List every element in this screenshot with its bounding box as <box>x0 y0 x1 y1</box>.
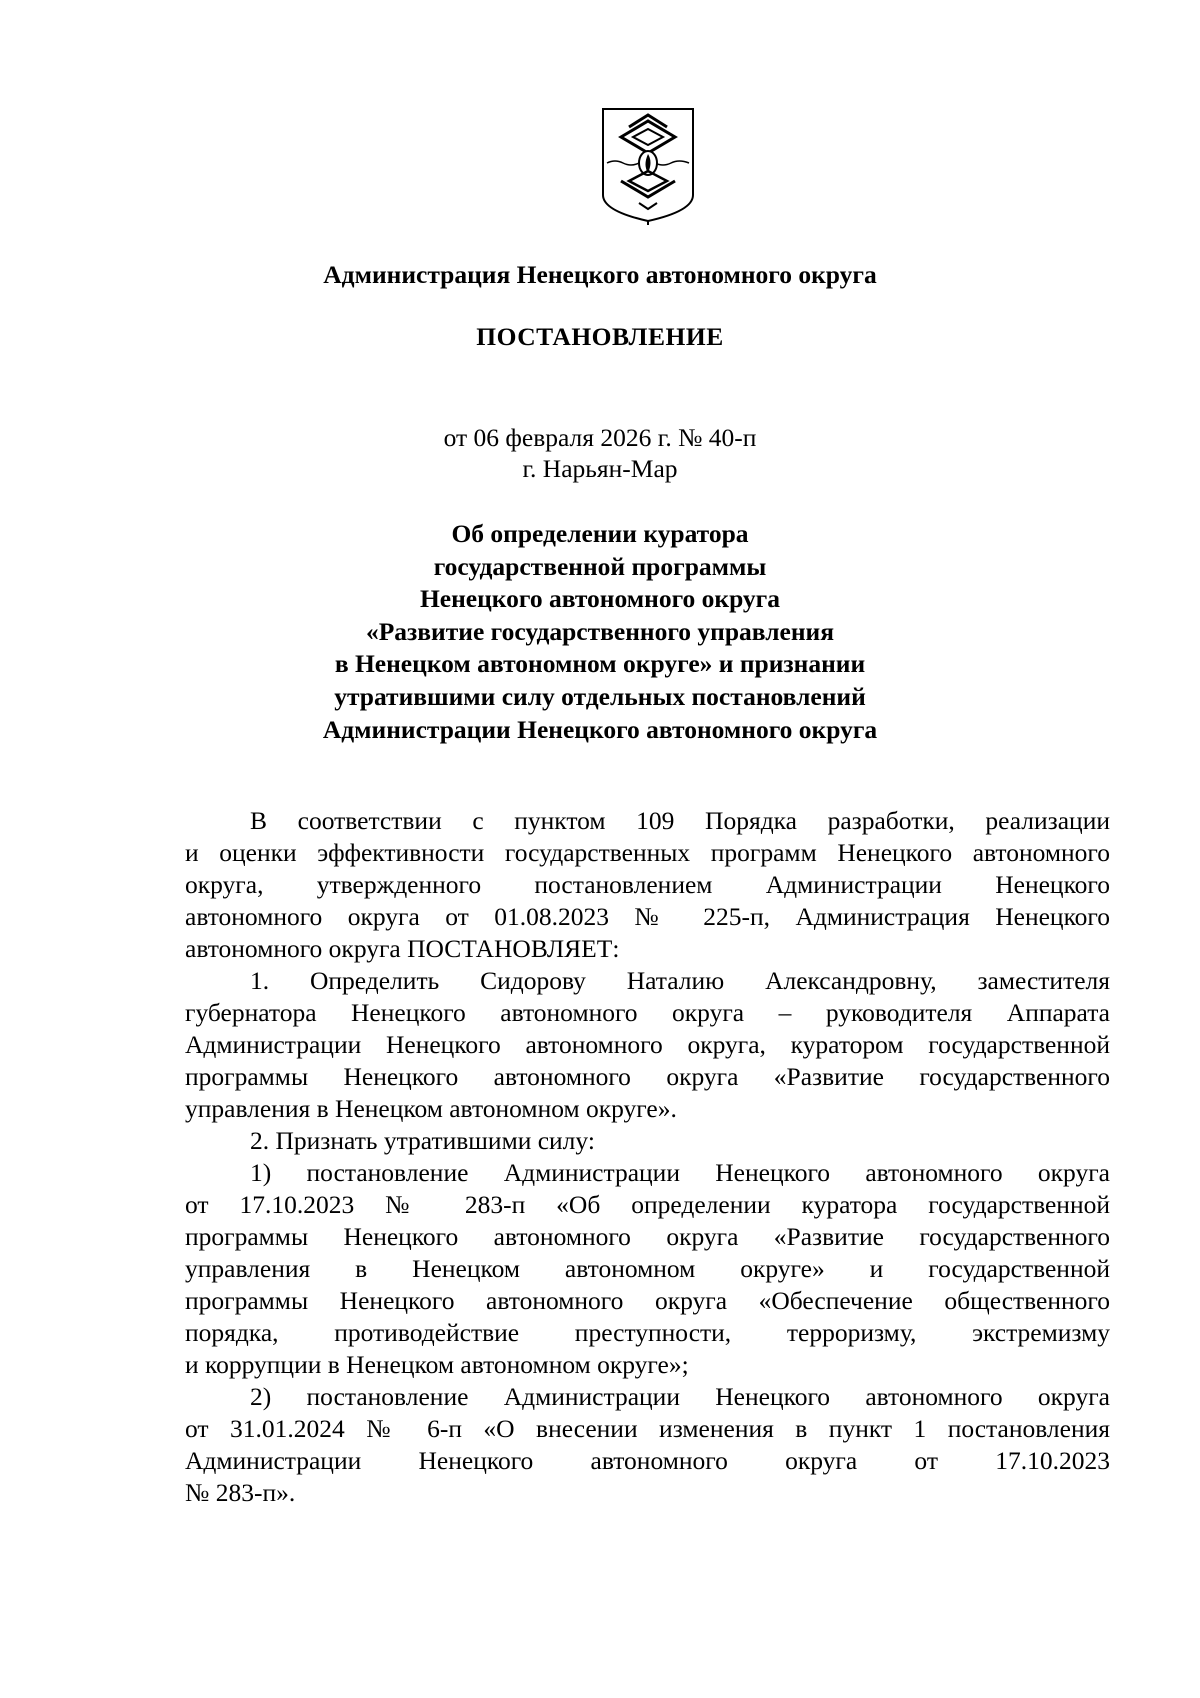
body-line: программы Ненецкого автономного округа «Развитие государственного <box>185 1222 1110 1251</box>
title-line: государственной программы <box>433 551 767 581</box>
title-line: утратившими силу отдельных постановлений <box>334 681 866 711</box>
preamble-paragraph <box>185 805 1110 965</box>
title-line: в Ненецком автономном округе» и признании <box>334 649 866 679</box>
date-place-block <box>0 422 1200 484</box>
body-line: и оценки эффективности государственных программ Ненецкого автономного <box>185 838 1110 867</box>
body-line: 2. Признать утратившими силу: <box>250 1126 595 1155</box>
body-line: порядка, противодействие преступности, терроризму, экстремизму <box>185 1318 1110 1347</box>
title-line: Администрации Ненецкого автономного округа <box>322 714 878 744</box>
body-line: автономного округа ПОСТАНОВЛЯЕТ: <box>185 934 620 963</box>
body-line: губернатора Ненецкого автономного округа – руководителя Аппарата <box>185 998 1110 1027</box>
title-line: «Развитие государственного управления <box>365 616 835 646</box>
body-line: 2) постановление Администрации Ненецкого автономного округа <box>250 1382 1110 1411</box>
body-line: Администрации Ненецкого автономного округа, куратором государственной <box>185 1030 1110 1059</box>
body-line: управления в Ненецком автономном округе». <box>185 1094 677 1123</box>
title-line: Ненецкого автономного округа <box>419 584 781 614</box>
clause-2-paragraph <box>185 1125 1110 1157</box>
body-line: программы Ненецкого автономного округа «Развитие государственного <box>185 1062 1110 1091</box>
document-body <box>185 805 1110 1509</box>
body-line: 1. Определить Сидорову Наталию Александровну, заместителя <box>250 966 1110 995</box>
body-line: Администрации Ненецкого автономного округа от 17.10.2023 <box>185 1446 1110 1475</box>
subclause-2-paragraph <box>185 1381 1110 1509</box>
body-line: управления в Ненецком автономном округе» и государственной <box>185 1254 1110 1283</box>
document-type: ПОСТАНОВЛЕНИЕ <box>476 322 724 351</box>
document-city: г. Нарьян-Мар <box>522 454 678 483</box>
document-title <box>0 518 1200 746</box>
body-line: программы Ненецкого автономного округа «Обеспечение общественного <box>185 1286 1110 1315</box>
body-line: № 283-п». <box>185 1478 296 1507</box>
body-line: автономного округа от 01.08.2023 № 225-п, Администрация Ненецкого <box>185 902 1110 931</box>
body-line: и коррупции в Ненецком автономном округе»; <box>185 1350 689 1379</box>
coat-of-arms-emblem <box>599 107 697 225</box>
body-line: 1) постановление Администрации Ненецкого автономного округа <box>250 1158 1110 1187</box>
subclause-1-paragraph <box>185 1157 1110 1381</box>
document-date-number: от 06 февраля 2026 г. № 40-п <box>443 423 757 452</box>
body-line: округа, утвержденного постановлением Администрации Ненецкого <box>185 870 1110 899</box>
body-line: от 31.01.2024 № 6-п «О внесении изменения в пункт 1 постановления <box>185 1414 1110 1443</box>
body-line: от 17.10.2023 № 283-п «Об определении куратора государственной <box>185 1190 1110 1219</box>
body-line: В соответствии с пунктом 109 Порядка разработки, реализации <box>250 806 1110 835</box>
organization-name: Администрация Ненецкого автономного округа <box>323 260 877 289</box>
clause-1-paragraph <box>185 965 1110 1125</box>
title-line: Об определении куратора <box>451 519 749 548</box>
